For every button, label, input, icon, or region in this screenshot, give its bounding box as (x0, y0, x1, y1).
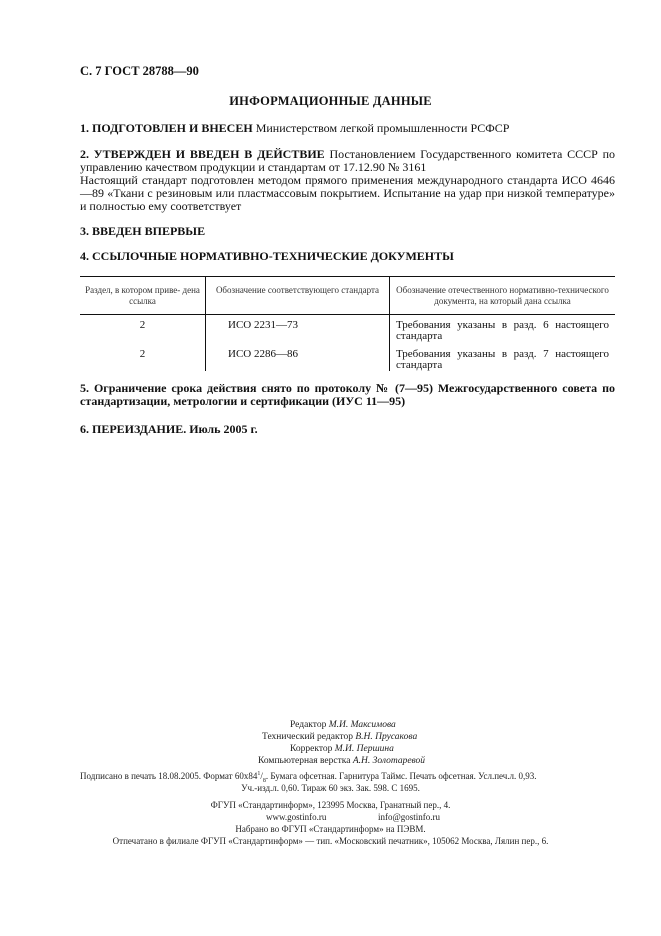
info-item-5 (80, 382, 615, 408)
publisher-address: ФГУП «Стандартинформ», 123995 Москва, Гранатный пер., 4. (210, 800, 451, 810)
column-header: Раздел, в котором приве- дена ссылка (80, 277, 206, 315)
credit-tech-editor (262, 732, 417, 742)
credit-label: Корректор (290, 744, 333, 754)
publisher-website[interactable]: www.gostinfo.ru (266, 812, 327, 822)
credit-name: В.Н. Прусакова (355, 732, 418, 742)
publisher-email[interactable]: info@gostinfo.ru (378, 812, 441, 822)
page-title: ИНФОРМАЦИОННЫЕ ДАННЫЕ (229, 94, 432, 108)
info-item-4 (80, 250, 615, 263)
column-header: Обозначение отечественного нормативно-технического документа, на который дана ссылка (390, 277, 616, 315)
item-heading: ВВЕДЕН ВПЕРВЫЕ (92, 224, 206, 238)
info-item-2 (80, 148, 615, 213)
info-item-1 (80, 122, 615, 135)
credit-editor (290, 720, 396, 730)
table-cell: ИСО 2286—86 (206, 342, 390, 371)
table-cell: Требования указаны в разд. 6 настоящего стандарта (390, 315, 616, 343)
print-details-line-2: Уч.-изд.л. 0,60. Тираж 60 экз. Зак. 598. С 1695. (241, 783, 420, 793)
info-item-3 (80, 225, 615, 238)
table-cell: Требования указаны в разд. 7 настоящего стандарта (390, 342, 616, 371)
credit-label: Компьютерная верстка (258, 756, 351, 766)
table-cell: 2 (139, 348, 146, 360)
table-header-row (80, 277, 615, 315)
credit-label: Редактор (290, 720, 327, 730)
table-row (80, 342, 615, 371)
item-text: Постановлением Государственного комитета СССР по управлению качеством продукции и стандартам от 17.12.90 № 3161 (80, 147, 616, 174)
print-details: . Бумага офсетная. Гарнитура Таймс. Печать офсетная. Усл.печ.л. 0,93. (265, 771, 537, 781)
item-number: 5. (80, 381, 89, 395)
page-header: С. 7 ГОСТ 28788—90 (80, 64, 199, 78)
item-text-note: Настоящий стандарт подготовлен методом прямого применения международного стандарта ИСО 4646—89 «Ткани с резиновым или пластмассовым покрытием. Испытание на удар при низкой температуре» и полностью ему соответствует (80, 173, 615, 213)
format-fraction-denominator: 8 (262, 777, 266, 784)
format-fraction-numerator: 1 (257, 771, 261, 777)
info-item-6 (80, 423, 615, 436)
credit-name: М.И. Першина (334, 744, 394, 754)
references-table (80, 276, 615, 371)
print-details-line-1: Подписано в печать 18.08.2005. Формат $60х84^1/_8$. Бумага офсетная. Гарнитура Таймс. Печать офсетная. Усл.печ.л. 0,93. (80, 771, 537, 784)
item-heading: ССЫЛОЧНЫЕ НОРМАТИВНО-ТЕХНИЧЕСКИЕ ДОКУМЕНТЫ (92, 249, 454, 263)
credit-corrector (290, 744, 394, 754)
item-heading: ПОДГОТОВЛЕН И ВНЕСЕН (92, 121, 253, 135)
table-cell: 2 (139, 319, 146, 331)
table-cell: ИСО 2231—73 (206, 315, 390, 343)
item-number: 4. (80, 249, 89, 263)
credit-name: А.Н. Золотаревой (352, 756, 426, 766)
item-text: Министерством легкой промышленности РСФСР (255, 121, 510, 135)
credit-name: М.И. Максимова (328, 720, 396, 730)
item-number: 3. (80, 224, 89, 238)
item-number: 2. (80, 147, 89, 161)
credit-label: Технический редактор (262, 732, 353, 742)
print-details: Подписано в печать 18.08.2005. Формат 60х84 (80, 771, 258, 781)
table-row (80, 315, 615, 343)
typesetting-note: Набрано во ФГУП «Стандартинформ» на ПЭВМ. (235, 824, 426, 834)
item-number: 6. (80, 422, 89, 436)
printing-note: Отпечатано в филиале ФГУП «Стандартинформ» — тип. «Московский печатник», 105062 Москва, Лялин пер., 6. (112, 836, 549, 846)
item-number: 1. (80, 121, 89, 135)
credit-layout (258, 756, 425, 766)
column-header: Обозначение соответствующего стандарта (206, 277, 390, 315)
item-heading: ПЕРЕИЗДАНИЕ. Июль 2005 г. (92, 422, 258, 436)
item-heading: Ограничение срока действия снято по протоколу № (7—95) Межгосударственного совета по стандартизации, метрологии и сертификации (ИУС 11—95) (80, 381, 616, 408)
item-heading: УТВЕРЖДЕН И ВВЕДЕН В ДЕЙСТВИЕ (93, 147, 325, 161)
